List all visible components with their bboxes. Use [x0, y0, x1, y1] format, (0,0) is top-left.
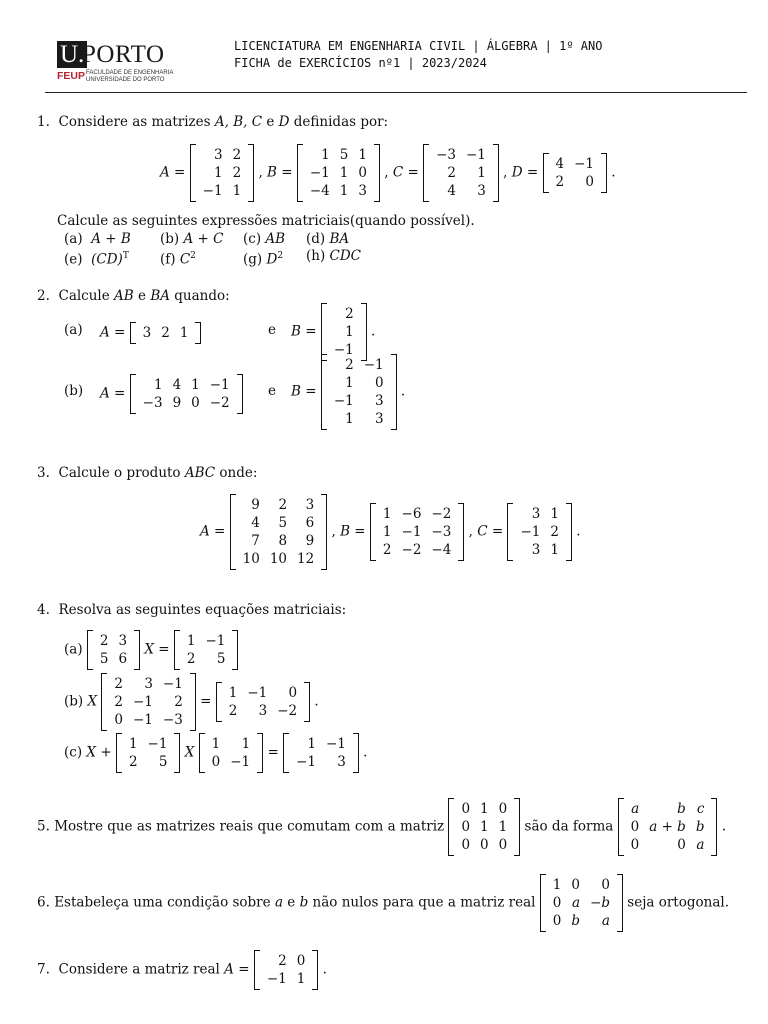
matrix-entry: 1	[186, 633, 196, 649]
matrix-entry: 10	[269, 551, 288, 567]
q2b-label: (b)	[64, 383, 84, 399]
matrix-grid	[378, 505, 456, 559]
q5-matrix-m	[448, 798, 520, 856]
matrix-entry: 0	[461, 819, 471, 835]
matrix-entry: 3	[375, 393, 384, 409]
matrix-entry: 4	[172, 377, 182, 393]
matrix-entry: 9	[251, 497, 260, 513]
matrix-entry: 1	[228, 685, 238, 701]
matrix-entry: 0	[552, 913, 562, 929]
matrix-entry: 2	[555, 174, 565, 190]
matrix-entry: b	[677, 801, 686, 817]
q1-matrix-d	[543, 153, 608, 193]
matrix-entry: 1	[128, 736, 138, 752]
matrix-entry: −2	[431, 506, 452, 522]
matrix-entry: −6	[401, 506, 422, 522]
matrix-entry: 2	[128, 754, 138, 770]
q2b-and: e	[268, 383, 276, 399]
logo-porto-text: PORTO	[82, 41, 165, 68]
matrix-entry: −1	[247, 685, 268, 701]
q3-matrix-c	[507, 503, 572, 561]
matrix-entry: 2	[161, 325, 170, 341]
matrix-entry: 3	[531, 506, 541, 522]
q7-matrix	[254, 950, 319, 990]
matrix-grid	[124, 735, 173, 771]
q1-item-f: (f) $C^2$	[160, 251, 196, 268]
matrix-entry: −1	[363, 357, 384, 373]
matrix-entry: 3	[142, 325, 152, 341]
matrix-entry: 2	[345, 357, 354, 373]
q7-statement: 7. Considere a matriz real A = 2 0 −1 1 .	[37, 950, 327, 990]
matrix-entry: −1	[202, 183, 223, 199]
matrix-entry: −4	[431, 542, 452, 558]
matrix-entry: 0	[358, 165, 367, 181]
matrix-entry: 1	[477, 165, 486, 181]
matrix-entry: 12	[297, 551, 315, 567]
matrix-entry: 0	[461, 801, 471, 817]
q2a-label: (a)	[64, 322, 83, 338]
matrix-entry: 0	[114, 712, 123, 728]
matrix-entry: 0	[571, 877, 581, 893]
q2a-matrix-b	[321, 303, 367, 361]
matrix-entry: 4	[447, 183, 456, 199]
header-sheet-line: FICHA de EXERCÍCIOS nº1 | 2023/2024	[234, 56, 487, 70]
matrix-entry: 0	[191, 395, 200, 411]
matrix-entry: 1	[382, 506, 392, 522]
q1-matrix-c	[423, 144, 499, 202]
matrix-entry: 5	[339, 147, 349, 163]
matrix-entry: a	[601, 913, 610, 929]
q6-statement: 6. Estabeleça uma condição sobre a e b não nulos para que a matriz real 1 0 0 0 a −b 0 b a seja ortogonal.	[37, 874, 729, 932]
matrix-grid	[138, 324, 194, 342]
q1-item-d: (d) BA	[306, 231, 350, 247]
matrix-entry: 5	[158, 754, 168, 770]
matrix-entry: 0	[211, 754, 221, 770]
matrix-grid	[305, 146, 372, 200]
matrix-grid	[548, 876, 615, 930]
matrix-entry: 2	[114, 694, 123, 710]
matrix-entry: −1	[205, 633, 226, 649]
q1-matrix-definitions: A = 3 2 1 2 −1 1 , B = 1 5 1 −1 1 0 −4 1 3 , C = −3 −1 2 1 4 3 , D = 4 −1 2 0 .	[160, 144, 616, 202]
q4a-matrix-right	[174, 630, 239, 670]
matrix-entry: 1	[498, 819, 508, 835]
matrix-entry: 10	[242, 551, 260, 567]
logo-u-mark: U.	[57, 41, 87, 68]
matrix-entry: 1	[339, 165, 349, 181]
matrix-entry: −1	[133, 712, 153, 728]
matrix-entry: 2	[278, 497, 288, 513]
q4b-equation: (b) X 2 3 −1 2 −1 2 0 −1 −3 = 1 −1 0 2 3 −2 .	[64, 673, 319, 731]
matrix-entry: 1	[296, 971, 306, 987]
matrix-entry: a	[631, 801, 640, 817]
matrix-entry: 3	[305, 497, 315, 513]
matrix-entry: 5	[278, 515, 288, 531]
q1-prompt: 1. Considere as matrizes A, B, C e D definidas por:	[37, 114, 389, 130]
matrix-entry: 2	[174, 694, 183, 710]
matrix-entry: −3	[436, 147, 456, 163]
q2a-and: e	[268, 322, 276, 338]
matrix-entry: 0	[630, 819, 640, 835]
matrix-entry: 3	[258, 703, 268, 719]
matrix-entry: 1	[345, 411, 354, 427]
matrix-entry: 1	[480, 801, 489, 817]
matrix-entry: 1	[339, 183, 349, 199]
matrix-entry: c	[696, 801, 705, 817]
q5-matrix-form	[618, 798, 718, 856]
matrix-entry: 0	[288, 685, 298, 701]
matrix-entry: 2	[278, 953, 287, 969]
matrix-grid	[431, 146, 491, 200]
matrix-entry: −1	[296, 754, 316, 770]
q4a-matrix-left	[87, 630, 140, 670]
matrix-entry: −1	[520, 524, 541, 540]
matrix-entry: 0	[375, 375, 384, 391]
matrix-entry: 0	[461, 837, 471, 853]
q2-prompt: 2. Calcule AB e BA quando:	[37, 288, 230, 304]
q2b-matrix-b-expr: B = 2 −1 1 0 −1 3 1 3 .	[291, 354, 405, 430]
logo-faculty-text: FACULDADE DE ENGENHARIA UNIVERSIDADE DO PORTO	[86, 70, 174, 83]
matrix-entry: a	[571, 895, 581, 911]
q4-prompt: 4. Resolva as seguintes equações matriciais:	[37, 602, 347, 618]
matrix-grid	[109, 675, 187, 729]
matrix-grid	[456, 800, 512, 854]
q3-matrix-definitions: A = 9 2 3 4 5 6 7 8 9 10 10 12 , B = 1 −6 −2 1 −1 −3 2 −2 −4 , C = 3 1 −1 2 3 1 .	[200, 494, 581, 570]
q1-item-g: (g) $D^2$	[243, 251, 284, 268]
q4b-matrix-right	[216, 682, 310, 722]
matrix-entry: 4	[555, 156, 565, 172]
matrix-grid	[238, 496, 320, 568]
matrix-entry: b	[695, 819, 705, 835]
matrix-grid	[262, 952, 311, 988]
q4c-matrix-1	[116, 733, 181, 773]
matrix-entry: 1	[232, 183, 242, 199]
matrix-entry: 1	[241, 736, 251, 752]
matrix-entry: 3	[358, 183, 367, 199]
header-divider	[45, 92, 747, 93]
q4c-matrix-2	[199, 733, 264, 773]
matrix-entry: 1	[321, 147, 330, 163]
matrix-entry: 9	[172, 395, 182, 411]
header-course-line: LICENCIATURA EM ENGENHARIA CIVIL | ÁLGEBRA | 1º ANO	[234, 39, 603, 53]
q1-item-b: (b) A + C	[160, 231, 224, 247]
matrix-entry: 1	[345, 375, 354, 391]
matrix-entry: a + b	[649, 819, 686, 835]
matrix-entry: −1	[309, 165, 330, 181]
matrix-grid	[224, 684, 302, 720]
q2a-matrix-b-expr: B = 2 1 −1 .	[291, 303, 375, 361]
q4b-matrix-left	[101, 673, 195, 731]
matrix-entry: 0	[296, 953, 306, 969]
q1-item-h: (h) CDC	[306, 248, 362, 264]
q3-prompt: 3. Calcule o produto ABC onde:	[37, 465, 258, 481]
matrix-entry: −3	[431, 524, 452, 540]
matrix-entry: −1	[401, 524, 422, 540]
matrix-entry: 6	[118, 651, 128, 667]
matrix-entry: 1	[345, 324, 354, 340]
q3-matrix-b	[370, 503, 464, 561]
logo-feup-text: FEUP	[57, 70, 86, 82]
matrix-entry: −1	[333, 393, 354, 409]
matrix-entry: 3	[375, 411, 384, 427]
matrix-entry: 1	[191, 377, 200, 393]
matrix-entry: a	[696, 837, 705, 853]
matrix-entry: 0	[585, 174, 594, 190]
matrix-entry: 2	[232, 147, 242, 163]
q1-matrix-a	[190, 144, 255, 202]
matrix-entry: 2	[186, 651, 196, 667]
matrix-entry: 0	[677, 837, 686, 853]
matrix-entry: −1	[465, 147, 486, 163]
matrix-entry: 3	[144, 676, 153, 692]
matrix-entry: −1	[162, 676, 183, 692]
matrix-entry: −1	[230, 754, 251, 770]
matrix-entry: 2	[550, 524, 559, 540]
matrix-entry: 0	[480, 837, 489, 853]
matrix-grid	[515, 505, 564, 559]
matrix-grid	[291, 735, 351, 771]
matrix-grid	[207, 735, 256, 771]
matrix-entry: 5	[99, 651, 109, 667]
matrix-entry: 1	[552, 877, 562, 893]
matrix-entry: 3	[531, 542, 541, 558]
q3-matrix-a	[230, 494, 328, 570]
q1-instruction: Calcule as seguintes expressões matriciais(quando possível).	[57, 213, 475, 229]
matrix-entry: 2	[114, 676, 123, 692]
matrix-entry: −1	[333, 342, 354, 358]
matrix-entry: 1	[211, 736, 221, 752]
matrix-entry: 2	[382, 542, 392, 558]
matrix-grid	[182, 632, 231, 668]
matrix-entry: b	[571, 913, 581, 929]
q2b-matrix-a	[130, 374, 243, 414]
matrix-entry: 4	[251, 515, 260, 531]
matrix-entry: 0	[498, 837, 508, 853]
matrix-entry: −4	[309, 183, 330, 199]
matrix-grid	[626, 800, 710, 854]
matrix-entry: 3	[477, 183, 486, 199]
matrix-entry: −3	[142, 395, 163, 411]
matrix-entry: 2	[228, 703, 238, 719]
matrix-entry: 0	[498, 801, 508, 817]
matrix-grid	[329, 305, 359, 359]
matrix-entry: −1	[209, 377, 230, 393]
matrix-entry: 3	[118, 633, 128, 649]
matrix-entry: 0	[601, 877, 610, 893]
matrix-entry: 1	[382, 524, 392, 540]
matrix-entry: −1	[325, 736, 346, 752]
q4c-equation: (c) X + 1 −1 2 5 X 1 1 0 −1 = 1 −1 −1 3 .	[64, 733, 367, 773]
matrix-entry: 2	[345, 306, 354, 322]
matrix-entry: 1	[307, 736, 316, 752]
q1-matrix-b	[297, 144, 380, 202]
matrix-entry: −1	[147, 736, 168, 752]
q6-matrix	[540, 874, 623, 932]
matrix-grid	[138, 376, 235, 412]
q2b-matrix-a-expr: A = 1 4 1 −1 −3 9 0 −2	[100, 374, 243, 414]
q2b-matrix-b	[321, 354, 397, 430]
matrix-entry: 1	[179, 325, 189, 341]
matrix-entry: −2	[401, 542, 422, 558]
matrix-entry: 1	[480, 819, 489, 835]
matrix-entry: −b	[590, 895, 610, 911]
q4c-matrix-right	[283, 733, 359, 773]
matrix-grid	[95, 632, 132, 668]
q1-item-c: (c) AB	[243, 231, 286, 247]
matrix-entry: 1	[358, 147, 367, 163]
matrix-entry: 2	[232, 165, 242, 181]
matrix-entry: 1	[550, 542, 559, 558]
matrix-entry: −1	[133, 694, 153, 710]
matrix-entry: 9	[305, 533, 315, 549]
matrix-entry: 8	[278, 533, 288, 549]
matrix-entry: 2	[447, 165, 456, 181]
q1-item-a: (a) A + B	[64, 231, 131, 247]
matrix-entry: 2	[99, 633, 109, 649]
matrix-entry: −3	[162, 712, 183, 728]
matrix-entry: −2	[209, 395, 230, 411]
q2a-matrix-a	[130, 322, 202, 344]
matrix-entry: 3	[213, 147, 223, 163]
matrix-entry: 1	[213, 165, 223, 181]
matrix-entry: 0	[552, 895, 562, 911]
matrix-entry: 6	[305, 515, 315, 531]
q4a-equation: (a) 2 3 5 6 X = 1 −1 2 5	[64, 630, 238, 670]
matrix-entry: 1	[550, 506, 559, 522]
q2a-matrix-a-expr: A = 3 2 1	[100, 322, 201, 344]
matrix-entry: −1	[266, 971, 287, 987]
matrix-entry: 0	[630, 837, 640, 853]
q1-item-e: (e) (CD)$^T$	[64, 251, 129, 268]
matrix-entry: 5	[216, 651, 226, 667]
matrix-entry: 7	[251, 533, 260, 549]
matrix-entry: −1	[574, 156, 594, 172]
matrix-grid	[329, 356, 389, 428]
matrix-entry: −2	[277, 703, 298, 719]
q5-statement: 5. Mostre que as matrizes reais que comutam com a matriz 0 1 0 0 1 1 0 0 0 são da forma a b c 0 a + b b 0 0 a .	[37, 798, 726, 856]
matrix-grid	[198, 146, 247, 200]
matrix-grid	[551, 155, 600, 191]
matrix-entry: 3	[337, 754, 346, 770]
matrix-entry: 1	[153, 377, 163, 393]
